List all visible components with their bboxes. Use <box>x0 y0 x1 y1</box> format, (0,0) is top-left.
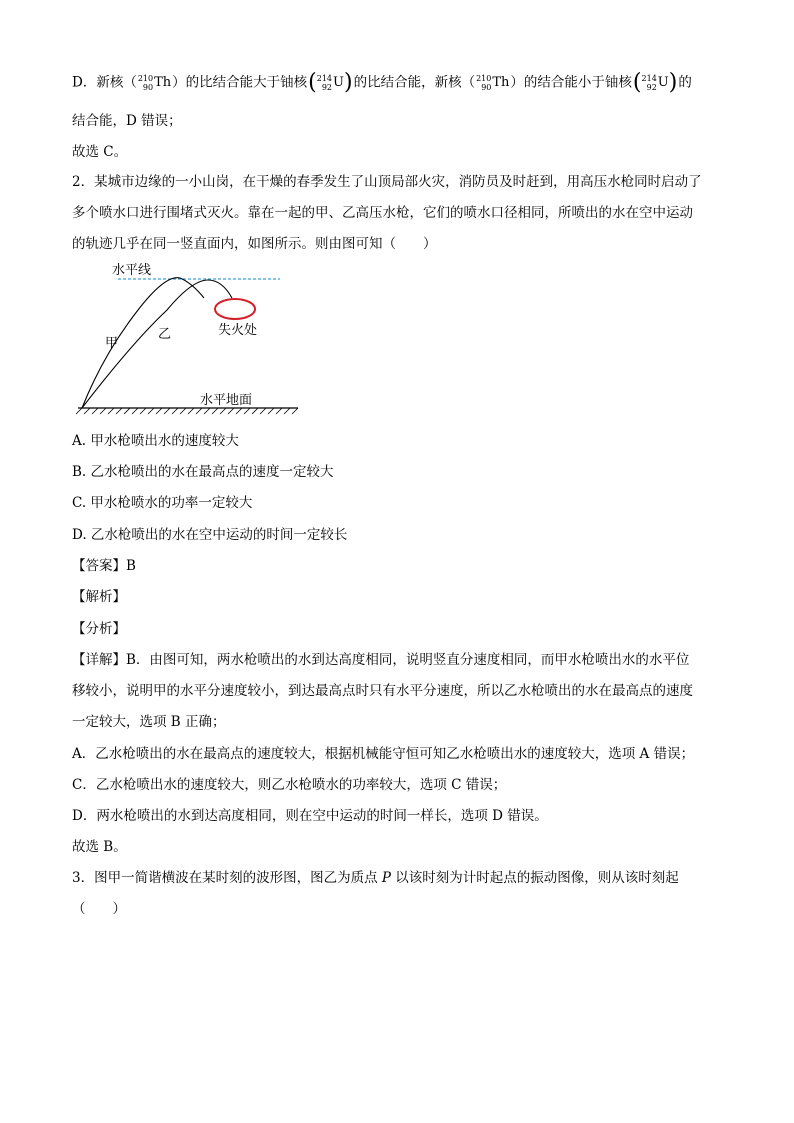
horizontal-line-label: 水平线 <box>112 263 152 278</box>
ground-label: 水平地面 <box>200 393 253 408</box>
q2-detail-d: D．两水枪喷出的水到达高度相同，则在空中运动的时间一样长，选项 D 错误。 <box>72 808 548 824</box>
uranium-isotope: ( 214 92 U ) <box>308 70 353 95</box>
q2-option-c: C. 甲水枪喷水的功率一定较大 <box>72 495 253 511</box>
q2-figure <box>72 258 312 418</box>
q2-conclusion: 故选 B。 <box>72 839 127 855</box>
q2-analysis-tag: 【解析】 <box>72 589 126 605</box>
thorium-isotope: 210 90 Th <box>137 74 172 92</box>
q2-answer: 【答案】B <box>72 558 136 574</box>
prev-conclusion: 故选 C。 <box>72 144 128 160</box>
q2-detail-line1: 【详解】B．由图可知，两水枪喷出的水到达高度相同，说明竖直分速度相同，而甲水枪喷出水的水平位 <box>72 652 690 668</box>
q2-detail-line2: 移较小，说明甲的水平分速度较小，到达最高点时只有水平分速度，所以乙水枪喷出的水在最高点的速度 <box>72 683 693 699</box>
thorium-isotope: 210 90 Th <box>476 74 510 92</box>
q2-stem-line2: 多个喷水口进行围堵式灭火。靠在一起的甲、乙高压水枪，它们的喷水口径相同，所喷出的水在空中运动 <box>72 205 693 221</box>
q2-stem-line3: 的轨迹几乎在同一竖直面内，如图所示。则由图可知（ ） <box>72 236 437 252</box>
trajectory-jia <box>82 278 204 408</box>
fire-ellipse <box>215 299 255 319</box>
q2-detail-a: A．乙水枪喷出的水在最高点的速度较大，根据机械能守恒可知乙水枪喷出水的速度较大，选项 A 错误； <box>72 746 695 762</box>
q2-option-a: A. 甲水枪喷出水的速度较大 <box>72 433 239 449</box>
q2-detail-c: C．乙水枪喷出水的速度较大，则乙水枪喷水的功率较大，选项 C 错误； <box>72 777 507 793</box>
label-jia: 甲 <box>105 336 119 351</box>
q3-stem-line1: 3．图甲一简谐横波在某时刻的波形图，图乙为质点 P 以该时刻为计时起点的振动图像，则从该时刻起 <box>72 870 679 886</box>
q2-option-d: D. 乙水枪喷出的水在空中运动的时间一定较长 <box>72 527 348 543</box>
q2-fenxi-tag: 【分析】 <box>72 621 126 637</box>
q2-stem-line1: 2．某城市边缘的一小山岗，在干燥的春季发生了山顶局部火灾，消防员及时赶到，用高压水枪同时启动了 <box>72 174 702 190</box>
q2-option-b: B. 乙水枪喷出的水在最高点的速度一定较大 <box>72 464 334 480</box>
q3-stem-line2: （ ） <box>72 901 126 917</box>
prev-option-d-line2: 结合能，D 错误； <box>72 113 182 129</box>
q2-detail-line3: 一定较大，选项 B 正确； <box>72 714 226 730</box>
prev-option-d-line1: D．新核（ 210 90 Th ）的比结合能大于铀核 ( 214 92 U ) 的比结合能，新核（ 210 90 Th ）的结合能小于铀核 ( 214 92 U ) 的 <box>72 70 692 95</box>
ground-hatch <box>76 408 298 414</box>
fire-label: 失火处 <box>218 323 258 338</box>
label-yi: 乙 <box>158 327 172 342</box>
uranium-isotope: ( 214 92 U ) <box>632 70 678 95</box>
